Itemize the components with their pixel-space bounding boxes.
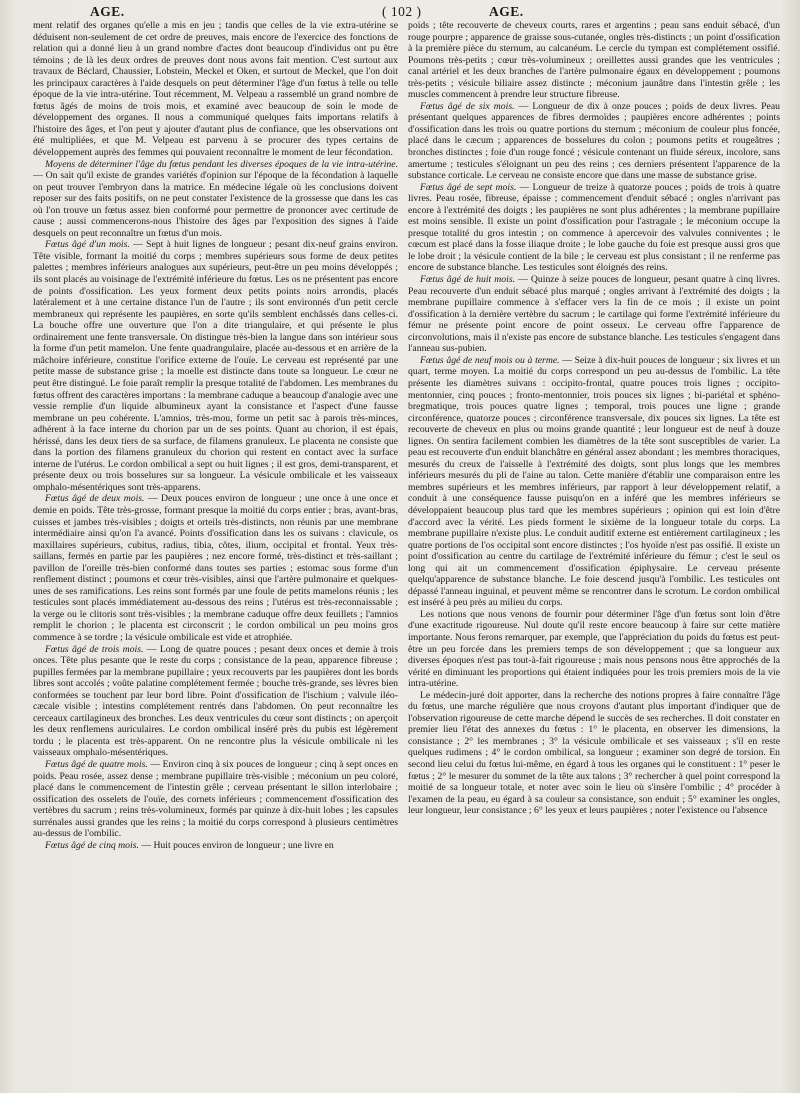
paragraph-moyens	[33, 159, 398, 240]
running-head-right: AGE.	[489, 4, 524, 19]
paragraph-quatre-mois	[33, 759, 398, 840]
running-head-left: AGE.	[90, 4, 125, 19]
section-title: Fœtus âgé d'un mois.	[45, 239, 130, 251]
paragraph-cinq-mois	[33, 840, 398, 852]
section-body: — Longueur de dix à onze pouces ; poids de deux livres. Peau présentant quelques apparences de fibres dermoïdes ; paupières encore adhérentes ; points d'ossification dans les trois ou quatre portions du sternum ; méconium de couleur plus foncée, placé dans le cæcum ; apparences de bosselures du colon ; poumons petits et rougeâtres ; bronches distinctes ; foie d'un rouge foncé ; vésicule contenant un fluide séreux, incolore, sans amertume ; testicules s'éloignant un peu des reins ; ces derniers présentent l'apparence de la substance corticale. Le cerveau ne consiste encore que dans une masse de substance grise.	[408, 100, 780, 182]
section-title: Fœtus âgé de cinq mois.	[45, 839, 139, 851]
paragraph-sept-mois	[408, 182, 780, 274]
paragraph-cinq-mois-cont: poids ; tête recouverte de cheveux courts, rares et argentins ; peau sans enduit sébacé, d'un rouge pourpre ; apparence de graisse sous-cutanée, ongles très-distincts ; un point d'ossification à la première pièce du sternum, au calcanéum. Le cercle du tympan est complétement ossifié. Poumons très-petits ; cœur très-volumineux ; oreillettes aussi grandes que les ventricules ; canal artériel et les deux branches de l'artère pulmonaire égaux en développement ; poumons très-petits ; vésicule biliaire assez distincte ; méconium jaunâtre dans l'intestin grêle ; les muscles commencent à prendre leur structure fibreuse.	[408, 20, 780, 101]
paragraph-neuf-mois	[408, 355, 780, 609]
section-body: — Longueur de treize à quatorze pouces ; poids de trois à quatre livres. Peau rosée, fibreuse, épaisse ; commencement d'enduit sébacé ; ongles n'arrivant pas encore à l'extrémité des doigts ; les paupières ne sont plus adhérentes ; la membrane pupillaire est moins sensible. Il existe un point d'ossification pour l'astragale ; le méconium occupe la presque totalité du gros intestin ; on commence à apercevoir des valvules conniventes ; le cœcum est placé dans la fosse iliaque droite ; le lobe gauche du foie est presque aussi gros que le lobe droit ; la vésicule contient de la bile ; le cerveau est plus consistant ; il ne renferme pas encore de substance blanche. Les testicules sont éloignés des reins.	[408, 181, 780, 274]
paragraph-medecin-jure: Le médecin-juré doit apporter, dans la recherche des notions propres à faire connaître l'âge du fœtus, une marche régulière que nous croyons d'autant plus important d'indiquer que de l'observation rigoureuse de cette marche dépend le succès de ses recherches. Il doit constater en premier lieu l'état des annexes du fœtus : 1° le placenta, en observer les dimensions, la consistance ; 2° les membranes ; 3° la vésicule ombilicale et ses vaisseaux ; s'il en reste quelques rudimens ; 4° le cordon ombilical, sa longueur ; examiner son degré de torsion. En second lieu celui du fœtus lui-même, en égard à tous les organes qui le constituent : 1° peser le fœtus ; 2° le mesurer du sommet de la tête aux talons ; 3° rechercher à quel point correspond la moitié de sa longueur totale, et noter avec soin le lieu où s'insère l'ombilic ; 4° procéder à l'examen de la peau, eu égard à sa couleur sa consistance, son enduit ; 5° examiner les ongles, leur longueur, leur consistance ; 6° les yeux et leurs paupières ; noter l'existence ou l'absence	[408, 689, 780, 817]
column-gutter	[402, 22, 403, 1082]
section-title: Fœtus âgé de trois mois.	[45, 643, 144, 655]
paragraph-intro: ment relatif des organes qu'elle a mis en jeu ; tandis que celles de la vie extra-utérine se déduisent non-seulement de cet ordre de preuves, mais encore de l'exercice des fonctions de relation qui a donné lieu à un grand nombre d'actes dont beaucoup d'individus ont pu être témoins ; de là les deux ordres de preuves dont nous avons fait mention. C'est surtout aux travaux de Béclard, Chaussier, Lobstein, Meckel et Oken, et surtout de Meckel, que l'on doit les principaux caractères à l'aide desquels on peut déterminer l'âge d'un fœtus à telle ou telle époque de la vie intra-utérine. Tout récemment, M. Velpeau a rassemblé un grand nombre de fœtus âgés de moins de trois mois, et examiné avec beaucoup de soin le mode de développement des organes. Il nous a communiqué quelques faits importans relatifs à l'histoire des âges, et l'on peut y ajouter d'autant plus de confiance, que les observations ont été multipliées, et que M. Velpeau est parvenu à se procurer des types certains de développement auprès des femmes qui pouvaient reconnaître le moment de leur fécondation.	[33, 20, 398, 159]
section-body: — Seize à dix-huit pouces de longueur ; six livres et un quart, terme moyen. La moitié du corps correspond un peu au-dessus de l'ombilic. La tête présente les diamètres suivans : occipito-frontal, quatre pouces trois lignes ; occipito-mentonnier, cinq pouces ; fronto-mentonnier, trois pouces six lignes ; bi-pariétal et sphéno-bregmatique, trois pouces quatre lignes ; temporal, trois pouces une ligne ; grande circonférence, quatorze pouces ; circonférence transversale, dix pouces six lignes. La tête est recouverte de cheveux en plus ou moins grande quantité ; leur longueur est de neuf à douze lignes. On sentira facilement combien les diamètres de la tête sont susceptibles de varier. La peau est recouverte d'un enduit blanchâtre en général assez abondant ; les membres thoraciques, mesurés du creux de l'aisselle à l'extrémité des doigts, sont plus longs que les membres inférieurs mesurés du pli de l'aine au talon. Cette manière d'établir une comparaison entre les membres supérieurs et les membres inférieurs, par rapport à leur développement relatif, a conduit à une conséquence fausse puisqu'on en a inféré que les membres inférieurs se développaient beaucoup plus tard que les membres supérieurs ; opinion qui est loin d'être d'accord avec la vérité. Les pieds forment le sixième de la longueur totale du corps. La membrane pupillaire n'existe plus. Le conduit auditif externe est entièrement cartilagineux ; les quatre portions de l'os occipital sont encore distinctes ; l'os hyoïde n'est pas ossifié. Il existe un point d'ossification au centre du cartilage de l'extrémité inférieure du fémur ; c'est le seul os long qui ait un commencement d'ossification épiphysaire. Le cerveau présente quelqu'apparence de substance blanche. Le foie descend jusqu'à l'ombilic. Les testicules ont dépassé l'anneau inguinal, et peuvent même se rencontrer dans le scrotum. Le cordon ombilical est inséré à peu près au milieu du corps.	[408, 354, 780, 609]
section-title: Fœtus âgé de huit mois.	[420, 274, 516, 286]
section-body: — Sept à huit lignes de longueur ; pesant dix-neuf grains environ. Tête visible, formant la moitié du corps ; membres supérieurs sous forme de deux petites palettes ; membres inférieurs analogues aux supérieurs, peut-être un peu moins développés ; ils sont placés au voisinage de l'extrémité inférieure du fœtus. Les os ne présentent pas encore de points d'ossification. Les yeux forment deux petits points noirs arrondis, placés latéralement et à une certaine distance l'un de l'autre ; ils sont environnés d'un petit cercle membraneux qui représente les paupières, en sorte qu'ils semblent enchâssés dans celles-ci. La bouche offre une ouverture que l'on a dite triangulaire, et qui présente le plus ordinairement une fente transversale. On distingue très-bien la langue dans son intérieur sous la forme d'un petit mamelon. Une fente quadrangulaire, placée au-dessous et en arrière de la mâchoire inférieure, constitue l'orifice externe de l'ouïe. Le cerveau est représenté par une petite masse de substance grise ; la moelle est distincte dans toute sa longueur. Le cœur ne peut être distingué. Le foie paraît remplir la presque totalité de l'abdomen. Les membranes du fœtus offrent des caractères importans : la membrane caduque a beaucoup d'analogie avec une vessie remplie d'un liquide albumineux ayant la consistance et l'aspect d'une fausse membrane un peu cohérente. L'amnios, très-mou, forme un petit sac à parois très-minces, adhérent à la face interne du chorion par un de ses points. Quant au chorion, il est épais, hérissé, dans les deux tiers de sa surface, de filamens granuleux. Le placenta ne consiste que dans la portion des filamens granuleux du chorion qui restent en contact avec la surface interne de l'utérus. Le cordon ombilical a sept ou huit lignes ; il est gros, demi-transparent, et présente deux ou trois bosselures sur sa longueur. La vésicule ombilicale et les vaisseaux omphalo-mésentériques sont très-apparens.	[33, 239, 398, 493]
section-body: — Environ cinq à six pouces de longueur ; cinq à sept onces en poids. Peau rosée, assez dense ; membrane pupillaire très-visible ; méconium un peu coloré, placé dans le commencement de l'intestin grêle ; cerveau présentant le sillon interlobaire ; ossification des osselets de l'ouïe, des cornets inférieurs ; commencement d'ossification des vertèbres du sacrum ; reins très-volumineux, formés par quinze à dix-huit lobes ; les capsules surrénales aussi grandes que les reins ; la moitié du corps correspond à plusieurs centimètres au-dessus de l'ombilic.	[33, 759, 398, 840]
paragraph-six-mois	[408, 101, 780, 182]
section-body: — Long de quatre pouces ; pesant deux onces et demie à trois onces. Tête plus pesante que le reste du corps ; consistance de la peau, apparence fibreuse ; pupilles fermées par la membrane pupillaire ; yeux recouverts par les paupières dont les bords libres sont accolés ; voûte palatine complétement fermée ; bouche très-grande, ses lèvres bien conformées se touchent par leur bord libre. Point d'ossification de l'ischium ; valvule iléo-cæcale visible ; intestins complétement rentrés dans l'abdomen. On peut reconnaître les cerceaux cartilagineux des bronches. Les deux ventricules du cœur sont distincts ; on aperçoit les deux renflemens auriculaires. Le cordon ombilical inséré près du pubis est légèrement tordu ; le placenta est très-apparent. On ne rencontre plus la vésicule ombilicale ni les vaisseaux omphalo-mésentériques.	[33, 643, 398, 759]
section-title: Fœtus âgé de deux mois.	[45, 493, 145, 505]
page-number: ( 102 )	[382, 4, 422, 19]
section-title: Moyens de déterminer l'âge du fœtus pendant les diverses époques de la vie intra-utérine.	[45, 158, 398, 170]
section-title: Fœtus âgé de neuf mois ou à terme.	[420, 354, 560, 366]
paragraph-notions: Les notions que nous venons de fournir pour déterminer l'âge d'un fœtus sont loin d'être d'une exactitude rigoureuse. Nul doute qu'il reste encore beaucoup à faire sur cette matière importante. Nous ferons remarquer, par exemple, que l'appréciation du poids du fœtus est peut-être un peu forcée dans les premiers temps de son développement ; que sa longueur aux diverses époques n'est pas tout-à-fait rigoureuse ; mais nous pensons nous être approchés de la vérité en diminuant les proportions qui étaient indiquées pour les trois premiers mois de la vie intra-utérine.	[408, 608, 780, 690]
section-body: — On sait qu'il existe de grandes variétés d'opinion sur l'époque de la fécondation à laquelle on peut trouver l'embryon dans la matrice. En médecine légale où les conclusions doivent reposer sur des faits positifs, on ne peut constater l'existence de la grossesse que dans les cas où l'on trouve un fœtus assez bien conformé pour permettre de prononcer avec certitude de cause ; aussi commencerons-nous l'histoire des âges par l'exposition des signes à l'aide desquels on peut reconnaître un fœtus d'un mois.	[33, 170, 398, 239]
right-column	[408, 20, 780, 1086]
section-body: — Deux pouces environ de longueur ; une once à une once et demie en poids. Tête très-grosse, formant presque la moitié du corps entier ; bras, avant-bras, cuisses et jambes très-visibles ; doigts et orteils très-distincts, non réunis par une membrane intermédiaire ainsi qu'on l'a avancé. Points d'ossification dans les os suivans : clavicule, os maxillaires supérieurs, cubitus, radius, tibia, côtes, ilium, occipital et frontal. Yeux très-saillans, fermés en partie par les paupières ; nez encore formé, très-distinct et très-saillant ; pavillon de l'oreille très-bien conformé dans toutes ses parties ; estomac sous forme d'un renflement distinct ; poumons et cœur très-visibles, ainsi que l'artère pulmonaire et quelques-unes de ses ramifications. Les reins sont formés par une foule de petits mamelons réunis ; les testicules sont placés immédiatement au-dessous des reins ; l'utérus est très-reconnaissable ; la verge ou le clitoris sont très-visibles ; la membrane caduque offre deux feuillets ; l'amnios remplit le chorion ; le placenta est circonscrit ; le cordon ombilical un peu moins gros commence à se tordre ; la vésicule ombilicale est vide et atrophiée.	[33, 493, 398, 643]
paragraph-trois-mois	[33, 644, 398, 759]
section-title: Fœtus âgé de six mois.	[420, 100, 515, 112]
paragraph-huit-mois	[408, 274, 780, 355]
section-title: Fœtus âgé de sept mois.	[420, 181, 517, 193]
left-column	[33, 20, 398, 1086]
paragraph-un-mois	[33, 239, 398, 493]
section-body: — Huit pouces environ de longueur ; une livre en	[141, 839, 334, 851]
section-title: Fœtus âgé de quatre mois.	[45, 759, 148, 770]
section-body: — Quinze à seize pouces de longueur, pesant quatre à cinq livres. Peau recouverte d'un enduit sébacé plus marqué ; ongles arrivant à l'extrémité des doigts ; la membrane pupillaire commence à s'effacer vers la fin de ce mois ; il existe un point d'ossification à la dernière vertèbre du sacrum ; le cartilage qui forme l'extrémité inférieure du fémur ne présente point encore de point osseux. Le cerveau offre l'apparence de circonvolutions, mais il n'existe pas encore de substance blanche. Les testicules s'engagent dans l'anneau sus-pubien.	[408, 274, 780, 355]
paragraph-deux-mois	[33, 493, 398, 643]
